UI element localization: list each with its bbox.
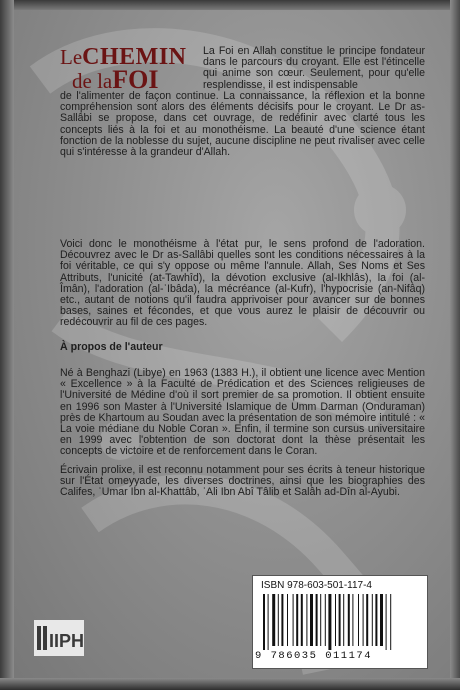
barcode-bar: [263, 594, 265, 650]
barcode-bar: [363, 594, 364, 646]
barcode-bar: [343, 594, 344, 646]
barcode-bar: [296, 594, 298, 646]
monotheism-paragraph: Voici donc le monothéisme à l'état pur, le sens profond de l'adoration. Découvrez avec le Dr as-Sallâbi quelles sont les conditions nécessaires à la foi véritable, ce qui s'y oppose ou même l'annule. Allah, Ses Noms et Ses Attributs, l'unicité (at-Tawhîd), la dévotion exclusive (al-Ikhlâs), la foi (al-Îmân), l'adoration (al-ʿIbâda), la mécréance (al-Kufr), l'hypocrisie (an-Nifâq) etc., autant de notions qu'il faudra apprivoiser pour avancer sur de bonnes bases, saines et fécondes, et que vous aurez le plaisir de découvrir ou redécouvrir au fil de ces pages.: [60, 238, 425, 329]
barcode-bar: [320, 594, 321, 646]
title-prefix-le: Le: [60, 45, 83, 69]
barcode-bar: [310, 594, 313, 646]
barcode-bar: [293, 594, 294, 646]
barcode-bar: [352, 594, 353, 646]
barcode-bar: [278, 594, 279, 646]
author-heading: À propos de l'auteur: [60, 341, 163, 353]
barcode-bar: [372, 594, 373, 646]
barcode-bar: [366, 594, 368, 646]
book-title: [60, 46, 200, 93]
title-word-foi: FOI: [112, 65, 159, 94]
intro-paragraph-top: La Foi en Allah constitue le principe fondateur dans le parcours du croyant. Elle est l'étincelle qui anime son cœur. Seulement, pour qu'elle resplendisse, il est indispensable: [203, 45, 425, 91]
author-bio-paragraph: Né à Benghazi (Libye) en 1963 (1383 H.), il obtient une licence avec Mention « Excellence » à la Faculté de Prédication et des Sciences religieuses de l'Université de Médine d'où il sort premier de sa promotion. Il obtient ensuite en 1996 son Master à l'Université Islamique de Umm Darman (Onduraman) près de Khartoum au Soudan avec la présentation de son mémoire intitulé : « La voie médiane du Noble Coran ». Enfin, il termine son cursus universitaire en 1999 avec l'obtention de son doctorat dont la thèse présentait les concepts de victoire et de renforcement dans le Coran.: [60, 367, 425, 458]
barcode-bar: [301, 594, 303, 646]
title-word-chemin: CHEMIN: [82, 44, 187, 70]
intro-paragraph-bottom: de l'alimenter de façon continue. La connaissance, la réflexion et la bonne compréhension sont alors des éléments décisifs pour le croyant. Le Dr as-Sallâbi se propose, dans cet ouvrage, de redéfinir avec clarté tous les concepts liés à la foi et au monothéisme. La beauté d'une science étant fonction de la noblesse du sujet, aucune discipline ne peut rivaliser avec celle qui s'intéresse à la grandeur d'Allah.: [60, 90, 425, 159]
barcode-bar: [375, 594, 377, 646]
isbn-barcode-box: [252, 575, 428, 669]
barcode-bar: [268, 594, 269, 650]
barcode-bar: [386, 594, 387, 650]
barcode-bar: [390, 594, 391, 650]
author-works-paragraph: Écrivain prolixe, il est reconnu notamment pour ses écrits à teneur historique sur l'État omeyyade, les diverses doctrines, ainsi que les biographies des Califes, ʿUmar Ibn al-Khattâb, ʿAli Ibn Abî Tâlib et Salâh ad-Dîn al-Ayubi.: [60, 464, 425, 499]
publisher-logo: [34, 620, 84, 656]
barcode-bar: [358, 594, 359, 646]
barcode-bar: [348, 594, 350, 646]
barcode-bar: [281, 594, 283, 646]
barcode-bar: [335, 594, 336, 646]
barcode-bar: [380, 594, 383, 646]
barcode-bar: [272, 594, 275, 646]
isbn-number: ISBN 978-603-501-117-4: [261, 580, 372, 591]
barcode-bar: [328, 594, 331, 650]
publisher-logo-text: IIPH: [49, 631, 84, 651]
barcode: [261, 594, 419, 650]
barcode-bar: [339, 594, 341, 646]
barcode-bar: [287, 594, 288, 646]
title-prefix-de-la: de la: [72, 69, 113, 93]
barcode-bar: [316, 594, 318, 646]
barcode-digits: 9 786035 011174: [255, 650, 373, 662]
barcode-bar: [306, 594, 307, 646]
barcode-bar: [325, 594, 326, 646]
